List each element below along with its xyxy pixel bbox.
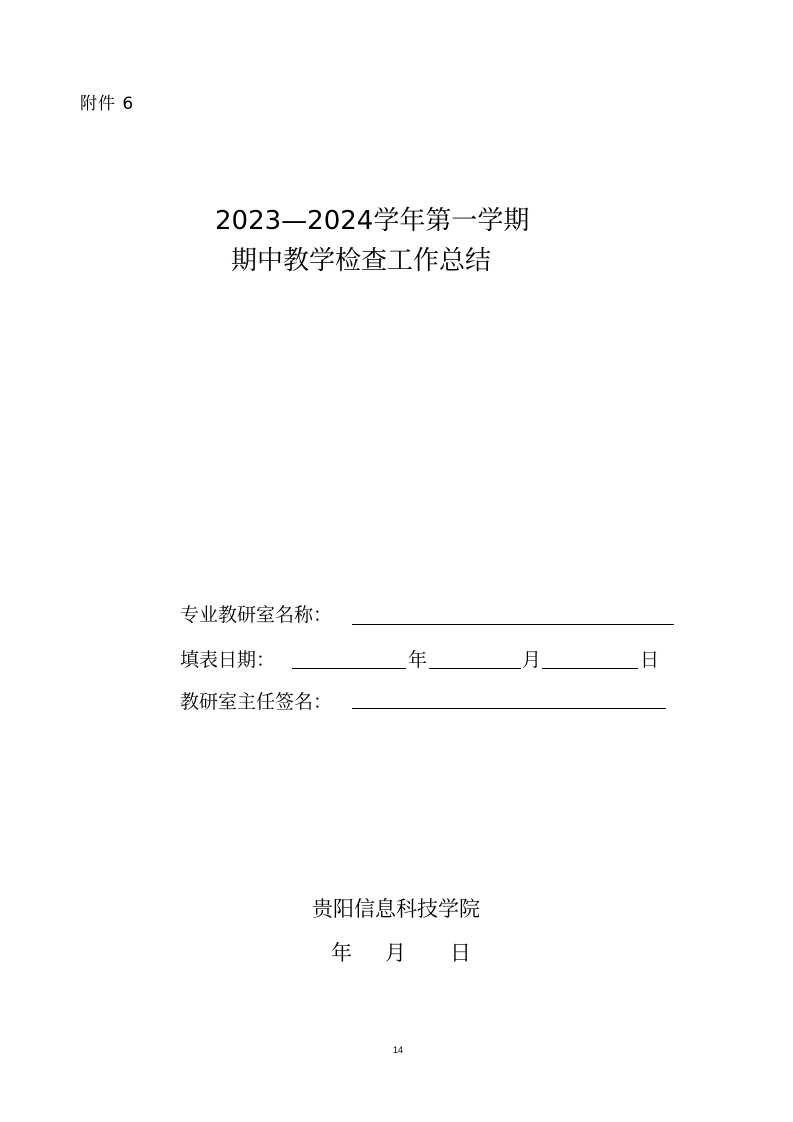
- attachment-label: 附件 6: [80, 94, 135, 114]
- fill-date-year-unit: 年: [408, 649, 428, 671]
- director-signature-label: 教研室主任签名：: [180, 691, 333, 713]
- fill-date-label: 填表日期：: [180, 649, 276, 671]
- institution-name: 贵阳信息科技学院: [312, 897, 480, 921]
- fill-date-year-field[interactable]: [292, 668, 406, 669]
- room-name-label: 专业教研室名称：: [180, 604, 333, 626]
- document-title-line1: 2023—2024学年第一学期: [215, 206, 530, 236]
- footer-day-unit: 日: [450, 941, 471, 965]
- footer-year-unit: 年: [331, 941, 352, 965]
- document-title-line2: 期中教学检查工作总结: [231, 246, 492, 276]
- room-name-field[interactable]: [352, 624, 674, 625]
- footer-month-unit: 月: [385, 941, 406, 965]
- fill-date-day-field[interactable]: [542, 668, 638, 669]
- fill-date-month-field[interactable]: [429, 668, 521, 669]
- page-number: 14: [393, 1045, 404, 1055]
- director-signature-field[interactable]: [352, 708, 666, 709]
- fill-date-day-unit: 日: [640, 649, 660, 671]
- fill-date-month-unit: 月: [522, 649, 542, 671]
